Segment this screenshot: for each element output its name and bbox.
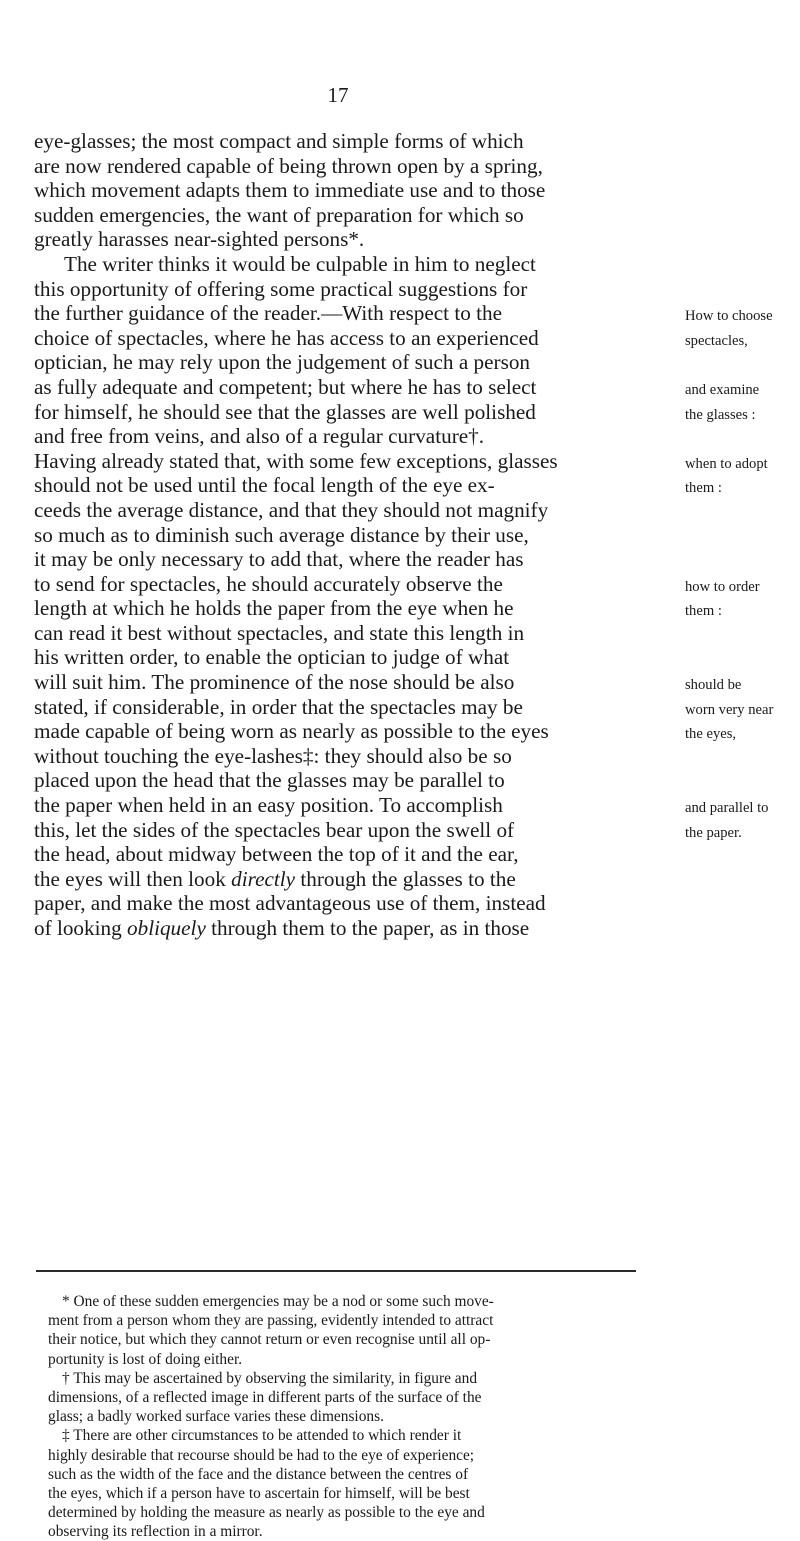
- text-line: [34, 621, 676, 646]
- text-line-content: the eyes will then look directly through the glasses to the: [34, 866, 516, 891]
- text-line: [34, 498, 676, 523]
- footnote-line: glass; a badly worked surface varies these dimensions.: [48, 1408, 384, 1426]
- page-number: 17: [327, 83, 349, 107]
- margin-note: how to order: [685, 578, 760, 595]
- footnote-line: ‡ There are other circumstances to be attended to which render it: [62, 1427, 462, 1445]
- text-line: [34, 842, 676, 867]
- margin-note: when to adopt: [685, 455, 768, 472]
- text-line: [34, 694, 774, 720]
- text-line-content: ceeds the average distance, and that they should not magnify: [34, 497, 549, 522]
- text-line: [34, 571, 760, 597]
- text-line-content: greatly harasses near-sighted persons*.: [34, 227, 365, 252]
- text-line-content: optician, he may rely upon the judgement of such a person: [34, 350, 531, 375]
- text-line-content: placed upon the head that the glasses may be parallel to: [34, 768, 505, 793]
- text-line-content: can read it best without spectacles, and state this length in: [34, 620, 525, 645]
- text-line-content: choice of spectacles, where he has access to an experienced: [34, 325, 539, 350]
- margin-note: the eyes,: [685, 726, 737, 743]
- text-line-content: for himself, he should see that the glasses are well polished: [34, 399, 536, 424]
- text-line: [34, 350, 676, 375]
- text-line: [34, 916, 676, 941]
- footnote-line: their notice, but which they cannot return or even recognise until all op-: [48, 1331, 491, 1349]
- footnote-line: such as the width of the face and the distance between the centres of: [48, 1465, 469, 1483]
- text-line-content: of looking obliquely through them to the paper, as in those: [34, 916, 530, 940]
- margin-note: worn very near: [685, 701, 774, 718]
- body-text: [34, 129, 774, 941]
- text-line-content: eye-glasses; the most compact and simple forms of which: [34, 129, 524, 153]
- text-line-content: the paper when held in an easy position. To accomplish: [34, 793, 503, 818]
- text-line-content: Having already stated that, with some few exceptions, glasses: [34, 448, 558, 473]
- text-line: [34, 178, 676, 203]
- text-line-content: as fully adequate and competent; but where he has to select: [34, 374, 537, 399]
- text-line-content: will suit him. The prominence of the nose should be also: [34, 670, 515, 695]
- text-line: [34, 645, 676, 670]
- text-line: [34, 719, 737, 744]
- text-line: [34, 252, 676, 277]
- text-line: [34, 670, 742, 695]
- text-line-content: length at which he holds the paper from the eye when he: [34, 596, 514, 621]
- text-line-content: without touching the eye-lashes‡: they should also be so: [34, 743, 512, 768]
- footnote-line: ment from a person whom they are passing, evidently intended to attract: [48, 1312, 494, 1330]
- text-line: [34, 399, 756, 425]
- text-line: [34, 768, 676, 793]
- text-line: [34, 154, 676, 179]
- text-line: [34, 891, 676, 916]
- text-line: [34, 325, 748, 351]
- margin-note: them :: [685, 480, 722, 497]
- footnote-line: * One of these sudden emergencies may be a nod or some such move-: [62, 1293, 494, 1310]
- footnote-rule: [36, 1270, 636, 1272]
- margin-note: the paper.: [685, 824, 742, 841]
- text-line: [34, 203, 676, 228]
- text-line-content: it may be only necessary to add that, where the reader has: [34, 547, 524, 572]
- text-line-content: so much as to diminish such average distance by their use,: [34, 522, 529, 547]
- text-line-content: paper, and make the most advantageous use of them, instead: [34, 891, 546, 916]
- text-line-content: sudden emergencies, the want of preparation for which so: [34, 202, 524, 227]
- text-line-content: should not be used until the focal length of the eye ex-: [34, 473, 495, 498]
- footnote-line: highly desirable that recourse should be had to the eye of experience;: [48, 1446, 475, 1464]
- footnote-line: determined by holding the measure as nearly as possible to the eye and: [48, 1504, 485, 1522]
- margin-note: them :: [685, 603, 722, 620]
- text-line: [34, 448, 768, 474]
- margin-note: and examine: [685, 381, 760, 398]
- margin-note: spectacles,: [685, 332, 748, 349]
- footnote-line: dimensions, of a reflected image in different parts of the surface of the: [48, 1388, 482, 1406]
- text-line: [34, 817, 742, 843]
- text-line-content: The writer thinks it would be culpable in him to neglect: [64, 251, 536, 276]
- text-line: [34, 227, 676, 252]
- text-line-content: which movement adapts them to immediate use and to those: [34, 178, 546, 203]
- text-line-content: this opportunity of offering some practical suggestions for: [34, 276, 528, 301]
- footnote-line: observing its reflection in a mirror.: [48, 1523, 263, 1541]
- footnotes: [48, 1292, 648, 1541]
- text-line-content: his written order, to enable the optician to judge of what: [34, 645, 510, 670]
- text-line: [34, 129, 676, 154]
- text-line-content: and free from veins, and also of a regular curvature†.: [34, 424, 485, 449]
- text-line-content: are now rendered capable of being thrown open by a spring,: [34, 153, 543, 178]
- margin-note: How to choose: [685, 308, 773, 325]
- text-line: [34, 523, 676, 548]
- text-line: [34, 473, 722, 498]
- text-line: [34, 277, 676, 302]
- text-line: [34, 547, 676, 572]
- footnote-line: the eyes, which if a person have to ascertain for himself, will be best: [48, 1484, 470, 1502]
- text-line-content: the head, about midway between the top of it and the ear,: [34, 842, 519, 867]
- footnote-line: portunity is lost of doing either.: [48, 1350, 243, 1368]
- text-line: [34, 596, 722, 621]
- text-line-content: made capable of being worn as nearly as possible to the eyes: [34, 719, 549, 744]
- text-line-content: this, let the sides of the spectacles bear upon the swell of: [34, 817, 515, 842]
- text-line: [34, 867, 676, 892]
- margin-note: the glasses :: [685, 406, 756, 423]
- text-line: [34, 793, 769, 818]
- margin-note: and parallel to: [685, 800, 769, 817]
- footnote-line: † This may be ascertained by observing the similarity, in figure and: [62, 1369, 478, 1387]
- text-line: [34, 374, 760, 400]
- text-line-content: the further guidance of the reader.—With respect to the: [34, 301, 503, 326]
- text-line: [34, 424, 676, 449]
- margin-note: should be: [685, 677, 742, 694]
- text-line: [34, 744, 676, 769]
- text-line-content: to send for spectacles, he should accurately observe the: [34, 571, 503, 596]
- text-line: [34, 301, 773, 326]
- text-line-content: stated, if considerable, in order that the spectacles may be: [34, 694, 523, 719]
